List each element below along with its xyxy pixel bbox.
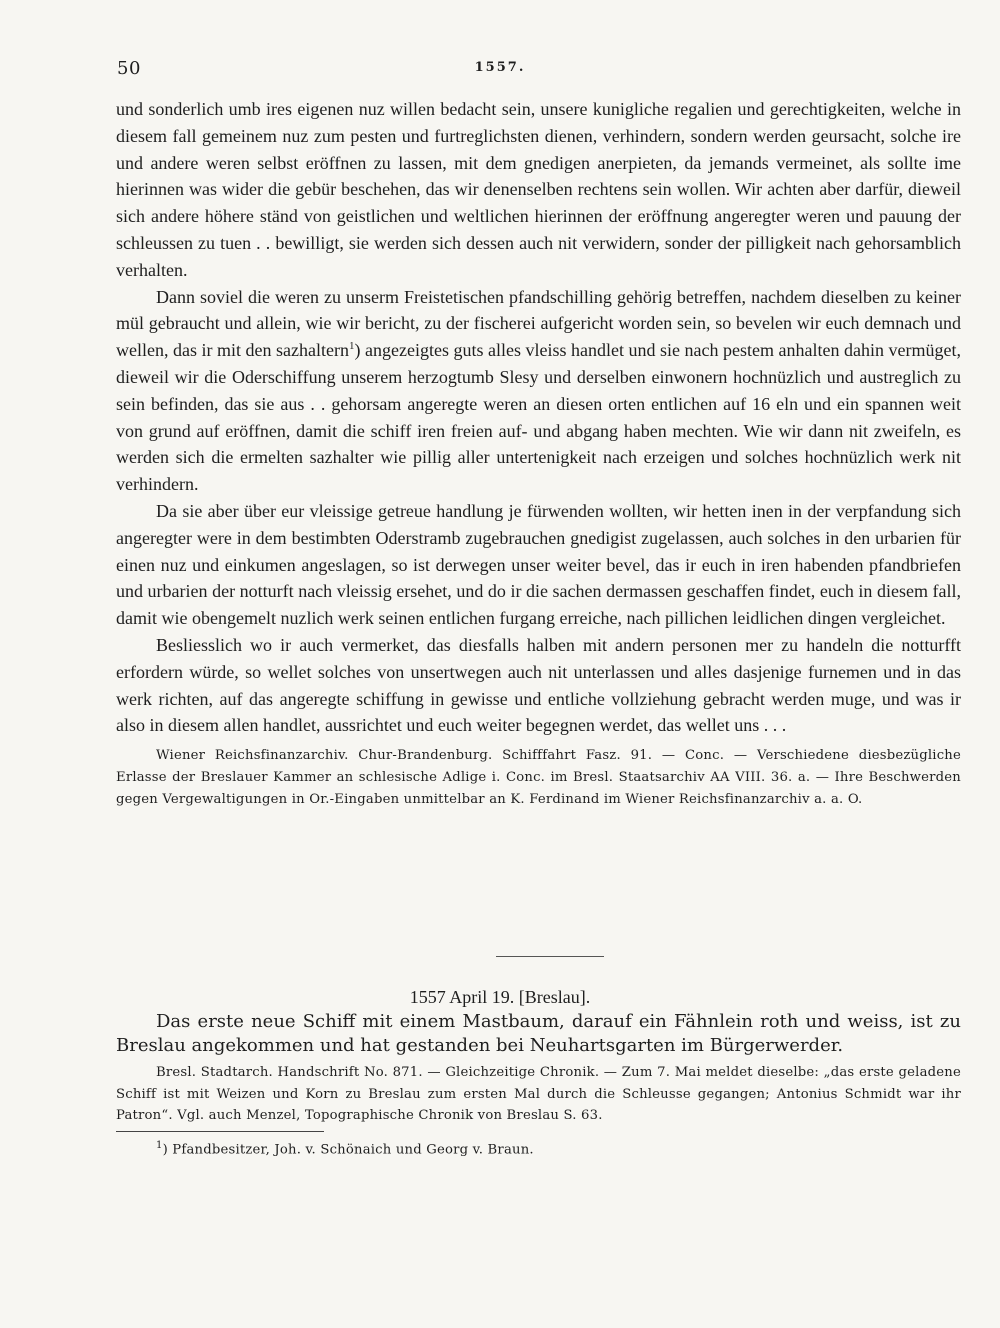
entry-source-note: Bresl. Stadtarch. Handschrift No. 871. — Gleichzeitige Chronik. — Zum 7. Mai meldet dieselbe: „das erste geladene Schiff ist mit Weizen und Korn zu Breslau zum ersten Mal durch die Schleusse gegangen; Antonius Schmidt war ihr Patron“. Vgl. auch Menzel, Topographische Chronik von Breslau S. 63. bbox=[116, 1065, 961, 1123]
paragraph-2-part-1: Dann soviel die weren zu unserm Freistetischen pfandschilling gehörig betreffen, nachdem dieselben zu keiner mül gebraucht und allein, wie wir bericht, zu der fischerei aufgericht worden sein, so bevelen wir euch demnach und wellen, das ir mit den sazhaltern bbox=[116, 286, 961, 361]
footnote-divider bbox=[116, 1131, 324, 1132]
archive-source-note: Wiener Reichsfinanzarchiv. Chur-Brandenburg. Schifffahrt Fasz. 91. — Conc. — Verschiedene diesbezügliche Erlasse der Breslauer Kammer an schlesische Adlige i. Conc. im Bresl. Staatsarchiv AA VIII. 36. a. — Ihre Beschwerden gegen Vergewaltigungen in Or.-Eingaben unmittelbar an K. Ferdinand im Wiener Reichsfinanzarchiv a. a. O. bbox=[116, 748, 961, 808]
paragraph-4: Besliesslich wo ir auch vermerket, das diesfalls halben mit andern personen mer zu handeln die notturfft erfordern würde, so wellet solches von unsertwegen auch nit unterlassen und alles dasjenige furnemen und in das werk richten, auf das angeregte schiffung in gewisse und entliche vollziehung gebracht werden muge, und was ir also in diesem allen handlet, aussrichtet und euch weiter begegnen werdet, das wellet uns . . . bbox=[116, 634, 961, 736]
section-divider bbox=[496, 956, 604, 957]
paragraph-1: und sonderlich umb ires eigenen nuz willen bedacht sein, unsere kunigliche regalien und gerechtigkeiten, welche in diesem fall gemeinem nuz zum pesten und furtreglichsten dienen, verhindern, sondern werden geursacht, solche ire und andere weren selbst eröffnen zu lassen, mit dem gnedigen anerpieten, da jemands vermeinet, als sollte ime hierinnen was wider die gebür beschehen, das wir denenselben rechtens sein wollen. Wir achten aber darfür, dieweil sich andere höhere ständ von geistlichen und weltlichen hierinnen der eröffnung angeregter weren und pauung der schleussen zu tuen . . bewilligt, sie werden sich dessen auch nit verwidern, sonder der pilligkeit nach gehorsamblich verhalten. bbox=[116, 99, 961, 280]
footnote-marker: 1 bbox=[156, 1140, 163, 1151]
paragraph-2-part-2: ) angezeigtes guts alles vleiss handlet und sie nach pestem anhalten dahin vermüget, dieweil wir die Oderschiffung unserem herzogtumb Slesy und derselben einwonern hochnüzlich und austreglich zu sein befinden, das sie aus . . gehorsam angeregte weren an diesen orten entlichen auf 16 eln und ein spannen weit von grund auf eröffnen, damit die schiff iren freien auf- und abgang haben mechten. Wie wir dann nit zweifeln, es werden sich die ermelten sazhalter wie pillig aller untertenigkeit nach erzeigen und solches hochnüzlich werk nit verhindern. bbox=[116, 340, 961, 495]
footnote-text: ) Pfandbesitzer, Joh. v. Schönaich und Georg v. Braun. bbox=[162, 1142, 534, 1158]
footnote bbox=[156, 1140, 534, 1157]
main-text-block bbox=[116, 96, 961, 811]
entry-block bbox=[116, 1010, 961, 1127]
entry-text: Das erste neue Schiff mit einem Mastbaum, darauf ein Fähnlein roth und weiss, ist zu Breslau angekommen und hat gestanden bei Neuhartsgarten im Bürgerwerder. bbox=[116, 1011, 961, 1056]
footnote-reference: 1 bbox=[349, 340, 355, 353]
entry-heading: 1557 April 19. [Breslau]. bbox=[409, 987, 591, 1007]
page-number: 50 bbox=[117, 58, 141, 79]
paragraph-3: Da sie aber über eur vleissige getreue handlung je fürwenden wollten, wir hetten inen in der verpfandung sich angeregter were in dem bestimbten Oderstramb zugebrauchen gnedigist zugelassen, auch solches in den urbarien für einen nuz und einkumen angeslagen, so ist derwegen unser weiter bevel, das ir euch in iren habenden pfandbriefen und urbarien der notturft nach vleissig ersehet, und do ir die sachen dermassen geschaffen findet, euch in diesem fall, damit wie obengemelt nuzlich werk seinen entlichen furgang erreiche, nach pillichen leidlichen dingen vergleichet. bbox=[116, 500, 961, 629]
paragraph-2 bbox=[116, 284, 961, 498]
running-header-year: 1557. bbox=[474, 60, 526, 75]
